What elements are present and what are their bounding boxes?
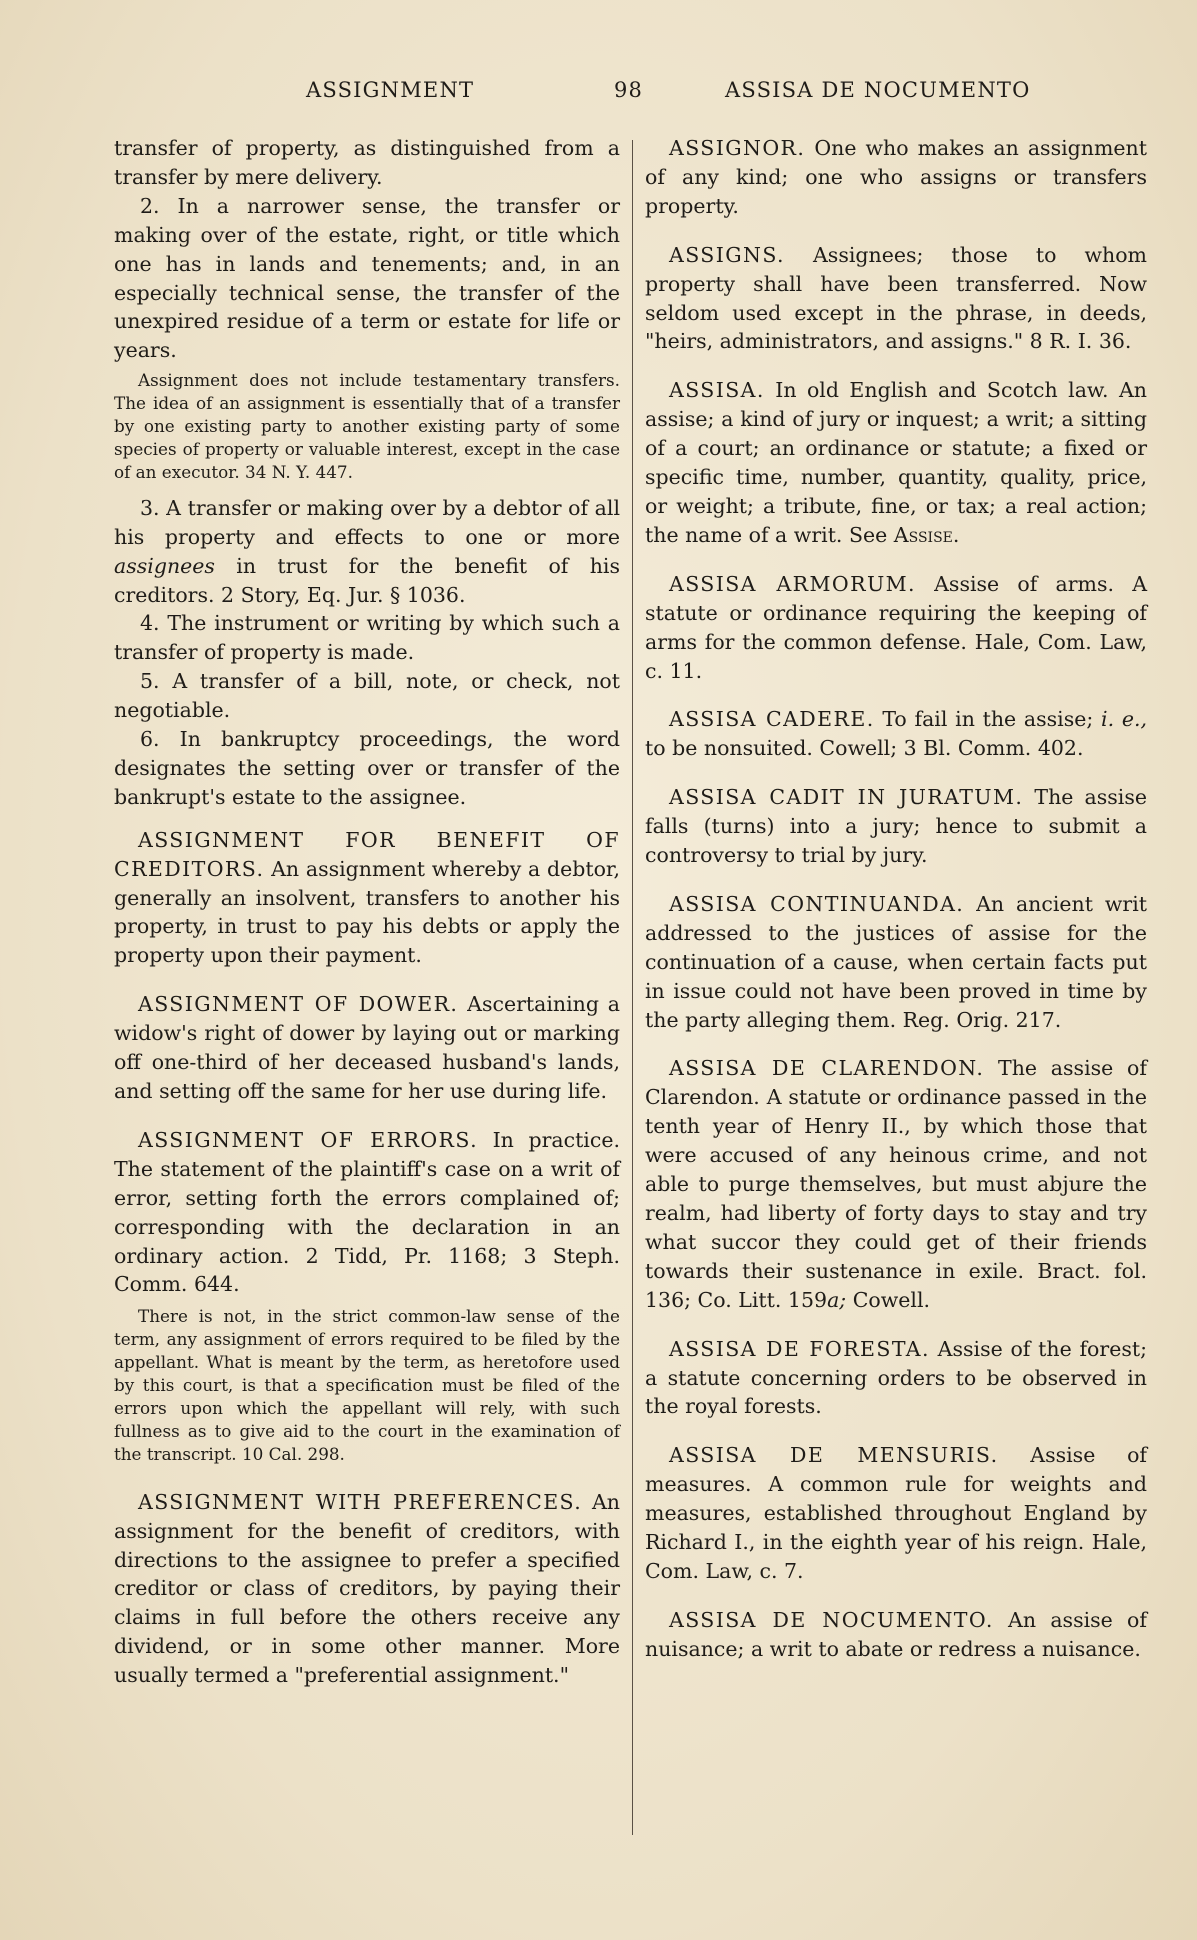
entry-assisa-cadit-in-juratum bbox=[645, 783, 1147, 870]
entry-assignment-with-preferences bbox=[114, 1488, 620, 1690]
entry-assisa-cadere bbox=[645, 705, 1147, 763]
entry-assisa-de-mensuris bbox=[645, 1441, 1147, 1586]
sense-3-pre: 3. A transfer or making over by a debtor of all his property and effects to one or more bbox=[114, 495, 620, 549]
headword: ASSISA DE FORESTA. bbox=[669, 1336, 930, 1361]
headword: ASSISA DE CLARENDON. bbox=[669, 1056, 985, 1081]
definition-italic-tail: a; bbox=[827, 1287, 847, 1312]
definition: In practice. The statement of the plaintiff's case on a writ of error, setting forth the errors complained of; corresponding with the declaration in an ordinary action. 2 Tidd, Pr. 1168; 3 Steph. Comm. 644. bbox=[114, 1127, 620, 1297]
definition: The assise falls (turns) into a jury; hence to submit a controversy to trial by jury. bbox=[645, 785, 1147, 868]
column-divider bbox=[632, 140, 633, 1835]
entry-assigns bbox=[645, 241, 1147, 357]
definition: In old English and Scotch law. An assise; a kind of jury or inquest; a writ; a sitting of a court; an ordinance or statute; a fixed or specific time, number, quantity, quality, price, or weight; a tribute, fine, or tax; a real action; the name of a writ. See bbox=[645, 378, 1147, 547]
definition: An assignment for the benefit of creditors, with directions to the assignee to prefer a specified creditor or class of creditors, by paying their claims in full before the others receive any dividend, or in some other manner. More usually termed a "preferential assignment." bbox=[114, 1489, 620, 1688]
entry-assignment-of-errors bbox=[114, 1126, 620, 1299]
definition: One who makes an assignment of any kind; one who assigns or transfers property. bbox=[645, 136, 1147, 218]
sense-4: 4. The instrument or writing by which such a transfer of property is made. bbox=[114, 611, 620, 665]
headword: ASSISA DE NOCUMENTO. bbox=[669, 1607, 994, 1632]
entry-assignment-for-benefit-of-creditors bbox=[114, 826, 620, 971]
definition: The assise of Clarendon. A statute or ordinance passed in the tenth year of Henry II., by which those that were accused of any heinous crime, and not able to purge themselves, but must abjure the realm, had liberty of forty days to stay and try what succor they could get of their friends towards their sustenance in exile. Bract. fol. 136; Co. Litt. 159 bbox=[645, 1056, 1147, 1312]
continued-text: transfer of property, as distinguished from a transfer by mere delivery. bbox=[114, 136, 620, 189]
definition: An assignment whereby a debtor, generally an insolvent, transfers to another his property, in trust to pay his debts or apply the property upon their payment. bbox=[114, 856, 620, 968]
sense-6: 6. In bankruptcy proceedings, the word designates the setting over or transfer of the bankrupt's estate to the assignee. bbox=[114, 727, 620, 809]
headword: ASSISA DE MENSURIS. bbox=[669, 1443, 999, 1468]
sense-5: 5. A transfer of a bill, note, or check, not negotiable. bbox=[114, 669, 620, 723]
cross-reference: Assise bbox=[893, 522, 953, 547]
definition: Assignees; those to whom property shall have been transferred. Now seldom used except in the phrase, in deeds, "heirs, administrators, and assigns." 8 R. I. 36. bbox=[645, 242, 1147, 354]
entry-assisa-armorum bbox=[645, 570, 1147, 686]
case-note-1: Assignment does not include testamentary transfers. The idea of an assignment is essentially that of a transfer by one existing party to another existing party of some species of property or valuable interest, except in the case of an executor. 34 N. Y. 447. bbox=[114, 370, 620, 482]
definition-pre: To fail in the assise; bbox=[874, 707, 1102, 732]
headword: ASSISA ARMORUM. bbox=[669, 571, 916, 596]
definition-tail: . bbox=[952, 522, 960, 547]
sense-3-italic: assignees bbox=[114, 553, 215, 578]
definition: to be nonsuited. Cowell; 3 Bl. Comm. 402. bbox=[645, 736, 1084, 761]
definition: Ascertaining a widow's right of dower by laying out or marking off one-third of her deceased husband's lands, and setting off the same for her use during life. bbox=[114, 992, 620, 1103]
sense-3-post: in trust for the benefit of his creditors. 2 Story, Eq. Jur. § 1036. bbox=[114, 553, 620, 607]
definition-italic: i. e., bbox=[1101, 707, 1147, 732]
entry-assisa-de-clarendon bbox=[645, 1054, 1147, 1314]
running-head-right: ASSISA DE NOCUMENTO bbox=[725, 78, 1031, 102]
entry-assisa-de-nocumento bbox=[645, 1606, 1147, 1664]
headword: ASSISA. bbox=[669, 378, 765, 403]
headword: ASSISA CADIT IN JURATUM. bbox=[669, 785, 1024, 810]
headword: ASSIGNS. bbox=[669, 242, 785, 267]
definition: Assise of arms. A statute or ordinance requiring the keeping of arms for the common defense. Hale, Com. Law, c. 11. bbox=[645, 571, 1147, 683]
definition: An ancient writ addressed to the justices of assise for the continuation of a cause, when certain facts put in issue could not have been proved in time by the party alleging them. Reg. Orig. 217. bbox=[645, 891, 1147, 1032]
headword: ASSIGNMENT FOR BENEFIT OF CREDITORS. bbox=[114, 827, 620, 881]
sense-3 bbox=[114, 494, 620, 610]
right-column bbox=[645, 134, 1147, 1684]
entry-assignment-of-dower bbox=[114, 990, 620, 1106]
definition-tail: Cowell. bbox=[846, 1287, 931, 1312]
definition: An assise of nuisance; a writ to abate or redress a nuisance. bbox=[645, 1607, 1147, 1661]
headword: ASSISA CONTINUANDA. bbox=[669, 891, 965, 916]
definition: Assise of the forest; a statute concerning orders to be observed in the royal forests. bbox=[645, 1336, 1147, 1419]
entry-assisa bbox=[645, 376, 1147, 549]
headword: ASSIGNMENT OF DOWER. bbox=[138, 992, 459, 1017]
running-head-left: ASSIGNMENT bbox=[306, 78, 475, 102]
spacer bbox=[114, 812, 620, 826]
entry-assisa-de-foresta bbox=[645, 1335, 1147, 1422]
entry-assisa-continuanda bbox=[645, 890, 1147, 1035]
page-number: 98 bbox=[614, 78, 644, 102]
headword: ASSIGNOR. bbox=[669, 136, 806, 160]
case-note-2: There is not, in the strict common-law sense of the term, any assignment of errors required to be filed by the appellant. What is meant by the term, as heretofore used by this court, is that a specification must be filed of the errors upon which the appellant will rely, with such fullness as to give aid to the court in the examination of the transcript. 10 Cal. 298. bbox=[114, 1306, 620, 1464]
left-column bbox=[114, 134, 620, 1710]
entry-assignor bbox=[645, 134, 1147, 221]
definition: Assise of measures. A common rule for weights and measures, established throughout England by Richard I., in the eighth year of his reign. Hale, Com. Law, c. 7. bbox=[645, 1443, 1148, 1583]
headword: ASSIGNMENT WITH PREFERENCES. bbox=[138, 1489, 583, 1514]
sense-2: 2. In a narrower sense, the transfer or making over of the estate, right, or title which one has in lands and tenements; and, in an especially technical sense, the transfer of the unexpired residue of a term or estate for life or years. bbox=[114, 193, 620, 363]
running-head bbox=[0, 78, 1197, 108]
headword: ASSISA CADERE. bbox=[669, 707, 875, 732]
headword: ASSIGNMENT OF ERRORS. bbox=[138, 1127, 478, 1152]
